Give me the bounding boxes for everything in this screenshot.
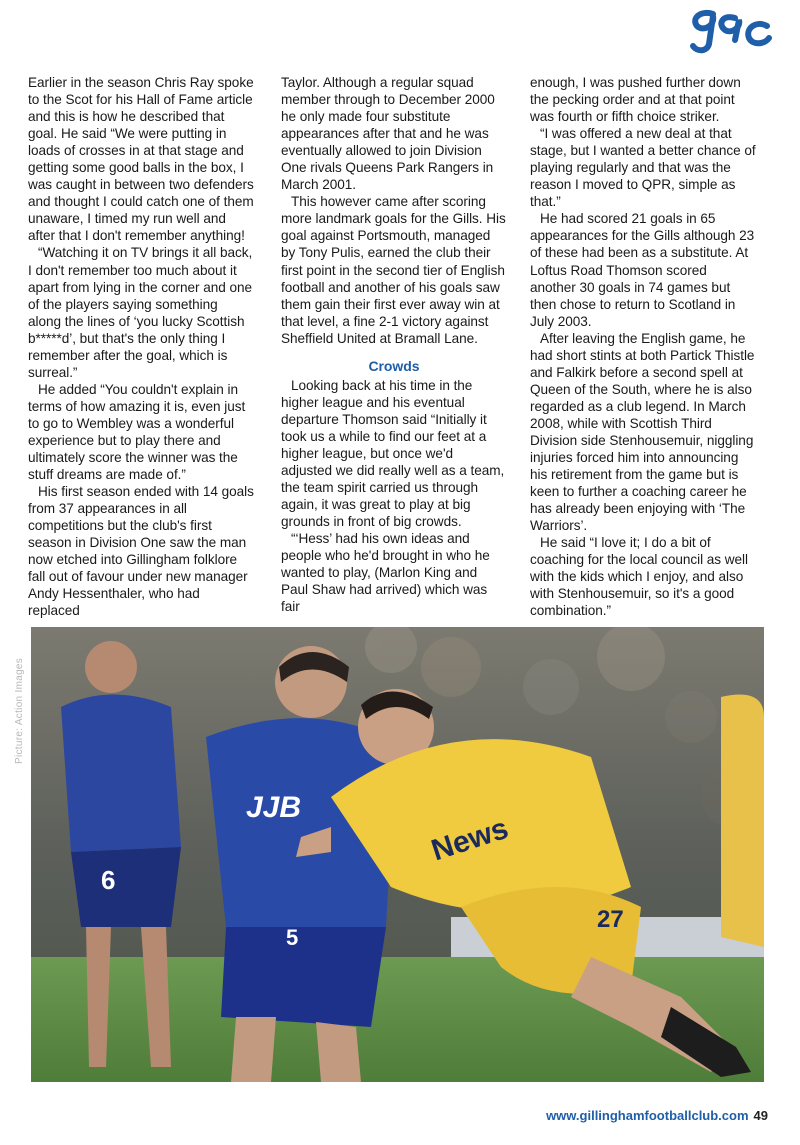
paragraph: He had scored 21 goals in 65 appearances for the Gills although 23 of these had been as a substitute. At Loftus Road Thomson scored another 30 goals in 74 games but then chose to return to Scotland in July 2003. [530, 211, 755, 329]
photo-credit: Picture: Action Images [14, 657, 25, 764]
player-number: 6 [101, 865, 116, 895]
page-number: 49 [753, 1108, 768, 1123]
paragraph: Looking back at his time in the higher league and his eventual departure Thomson said “Initially it took us a while to find our feet at a higher league, but once we'd adjusted we did really well as a team, the team spirit carried us through again, it was great to play at big grounds in front of big crowds. [281, 377, 505, 530]
club-logo [683, 4, 775, 56]
paragraph: enough, I was pushed further down the pecking order and at that point was fourth or fifth choice striker. [530, 75, 741, 125]
player-number: 27 [597, 906, 624, 933]
paragraph: He said “I love it; I do a bit of coaching for the local council as well with the kids which I enjoy, and also with Stenhousemuir, so it's a good combination.” [530, 535, 748, 619]
footer-url: www.gillinghamfootballclub.com [546, 1108, 749, 1123]
paragraph: Earlier in the season Chris Ray spoke to the Scot for his Hall of Fame article and this is how he described that goal. He said “We were putting in loads of crosses in at that stage and getting some good balls in the box, I was caught in between two defenders and thought I could catch one of them unaware, I timed my run well and after that I don't remember anything! [28, 75, 254, 244]
paragraph: This however came after scoring more landmark goals for the Gills. His goal against Portsmouth, managed by Tony Pulis, earned the club their first point in the second tier of English football and another of his goals saw them gain their first ever away win at that level, a fine 2-1 victory against Sheffield United at Bramall Lane. [281, 194, 506, 346]
paragraph: After leaving the English game, he had short stints at both Partick Thistle and Falkirk before a second spell at Queen of the South, where he is also regarded as a club legend. In March 2008, while with Scottish Third Division side Stenhousemuir, niggling injuries forced him into announcing his retirement from the game but is keen to further a coaching career he has already been enjoying with ‘The Warriors’. [530, 330, 755, 534]
paragraph: “‘Hess’ had his own ideas and people who he'd brought in who he wanted to play, (Marlon King and Paul Shaw had arrived) which was fair [281, 531, 490, 615]
paragraph: He added “You couldn't explain in terms of how amazing it is, even just to go to Wembley was a wonderful experience but to play there and ultimately score the winner was the stuff dreams are made of.” [28, 381, 246, 483]
match-photo [31, 627, 764, 1082]
paragraph: His first season ended with 14 goals from 37 appearances in all competitions but the club's first season in Division One saw the man now etched into Gillingham folklore fall out of favour under new manager Andy Hessenthaler, who had replaced [28, 484, 254, 619]
article-column-3 [530, 74, 756, 620]
paragraph: Taylor. Although a regular squad member through to December 2000 he only made four substitute appearances after that and he was eventually allowed to join Division One rivals Queens Park Rangers in March 2001. [281, 75, 495, 193]
player-number: 5 [286, 925, 299, 950]
section-subheading: Crowds [368, 357, 420, 374]
edge-player-yellow [721, 695, 764, 948]
shirt-sponsor: JJB [246, 791, 302, 824]
article-column-1 [28, 74, 254, 620]
logo-text: gfc [683, 4, 685, 5]
paragraph: “Watching it on TV brings it all back, I don't remember too much about it apart from lying in the corner and one of the players saying something along the lines of ‘you lucky Scottish b*****d’, but that's the only thing I remember after the goal, which is surreal.” [28, 245, 253, 380]
shirt-sponsor: News [427, 811, 513, 868]
page-footer [546, 1108, 768, 1123]
paragraph: “I was offered a new deal at that stage, but I wanted a better chance of playing regularly and that was the reason I moved to QPR, simple as that.” [530, 126, 756, 210]
article-column-2 [281, 74, 507, 615]
